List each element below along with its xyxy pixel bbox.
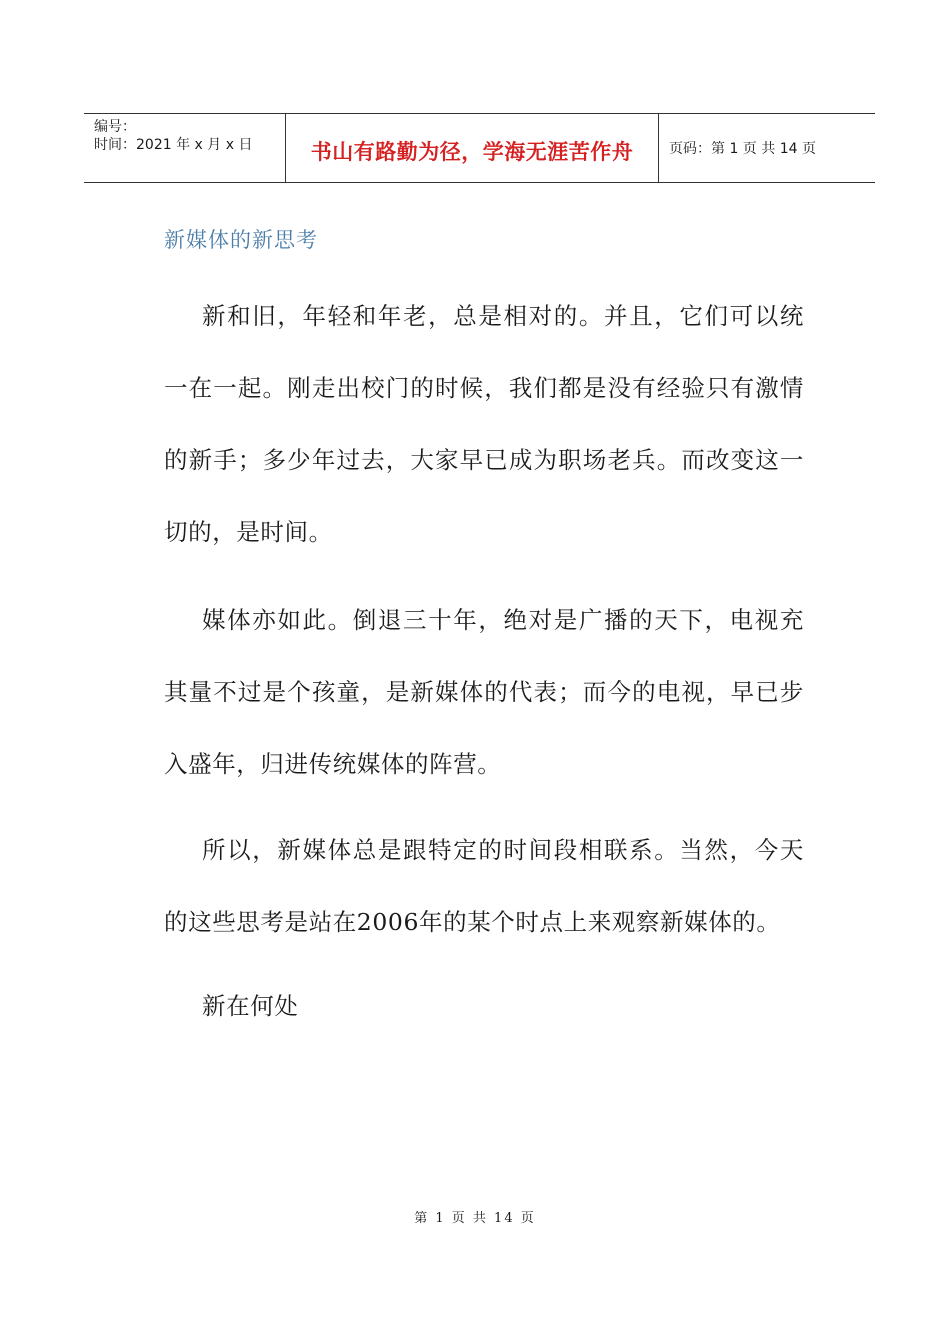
header-motto-cell: [286, 114, 659, 182]
header-motto: 书山有路勤为径，学海无涯苦作舟: [310, 140, 634, 164]
header-meta-cell: [84, 114, 286, 182]
document-number-label: 编号：: [94, 119, 136, 135]
document-title: 新媒体的新思考: [164, 228, 318, 252]
document-time-label: 时间：2021 年 x 月 x 日: [94, 137, 253, 153]
header-page-label: 页码：第 1 页 共 14 页: [669, 141, 816, 157]
page-header-table: [84, 113, 875, 183]
page-footer: 第 1 页 共 14 页: [414, 1211, 536, 1226]
section-heading: 新在何处: [202, 992, 299, 1020]
body-paragraph: 新和旧，年轻和年老，总是相对的。并且，它们可以统一在一起。刚走出校门的时候，我们都是没有经验只有激情的新手；多少年过去，大家早已成为职场老兵。而改变这一切的，是时间。: [164, 302, 804, 546]
body-paragraph: 媒体亦如此。倒退三十年，绝对是广播的天下，电视充其量不过是个孩童，是新媒体的代表；而今的电视，早已步入盛年，归进传统媒体的阵营。: [164, 606, 804, 778]
body-paragraph: 所以，新媒体总是跟特定的时间段相联系。当然，今天的这些思考是站在2006年的某个时点上来观察新媒体的。: [164, 836, 804, 936]
header-page-cell: [659, 114, 875, 182]
